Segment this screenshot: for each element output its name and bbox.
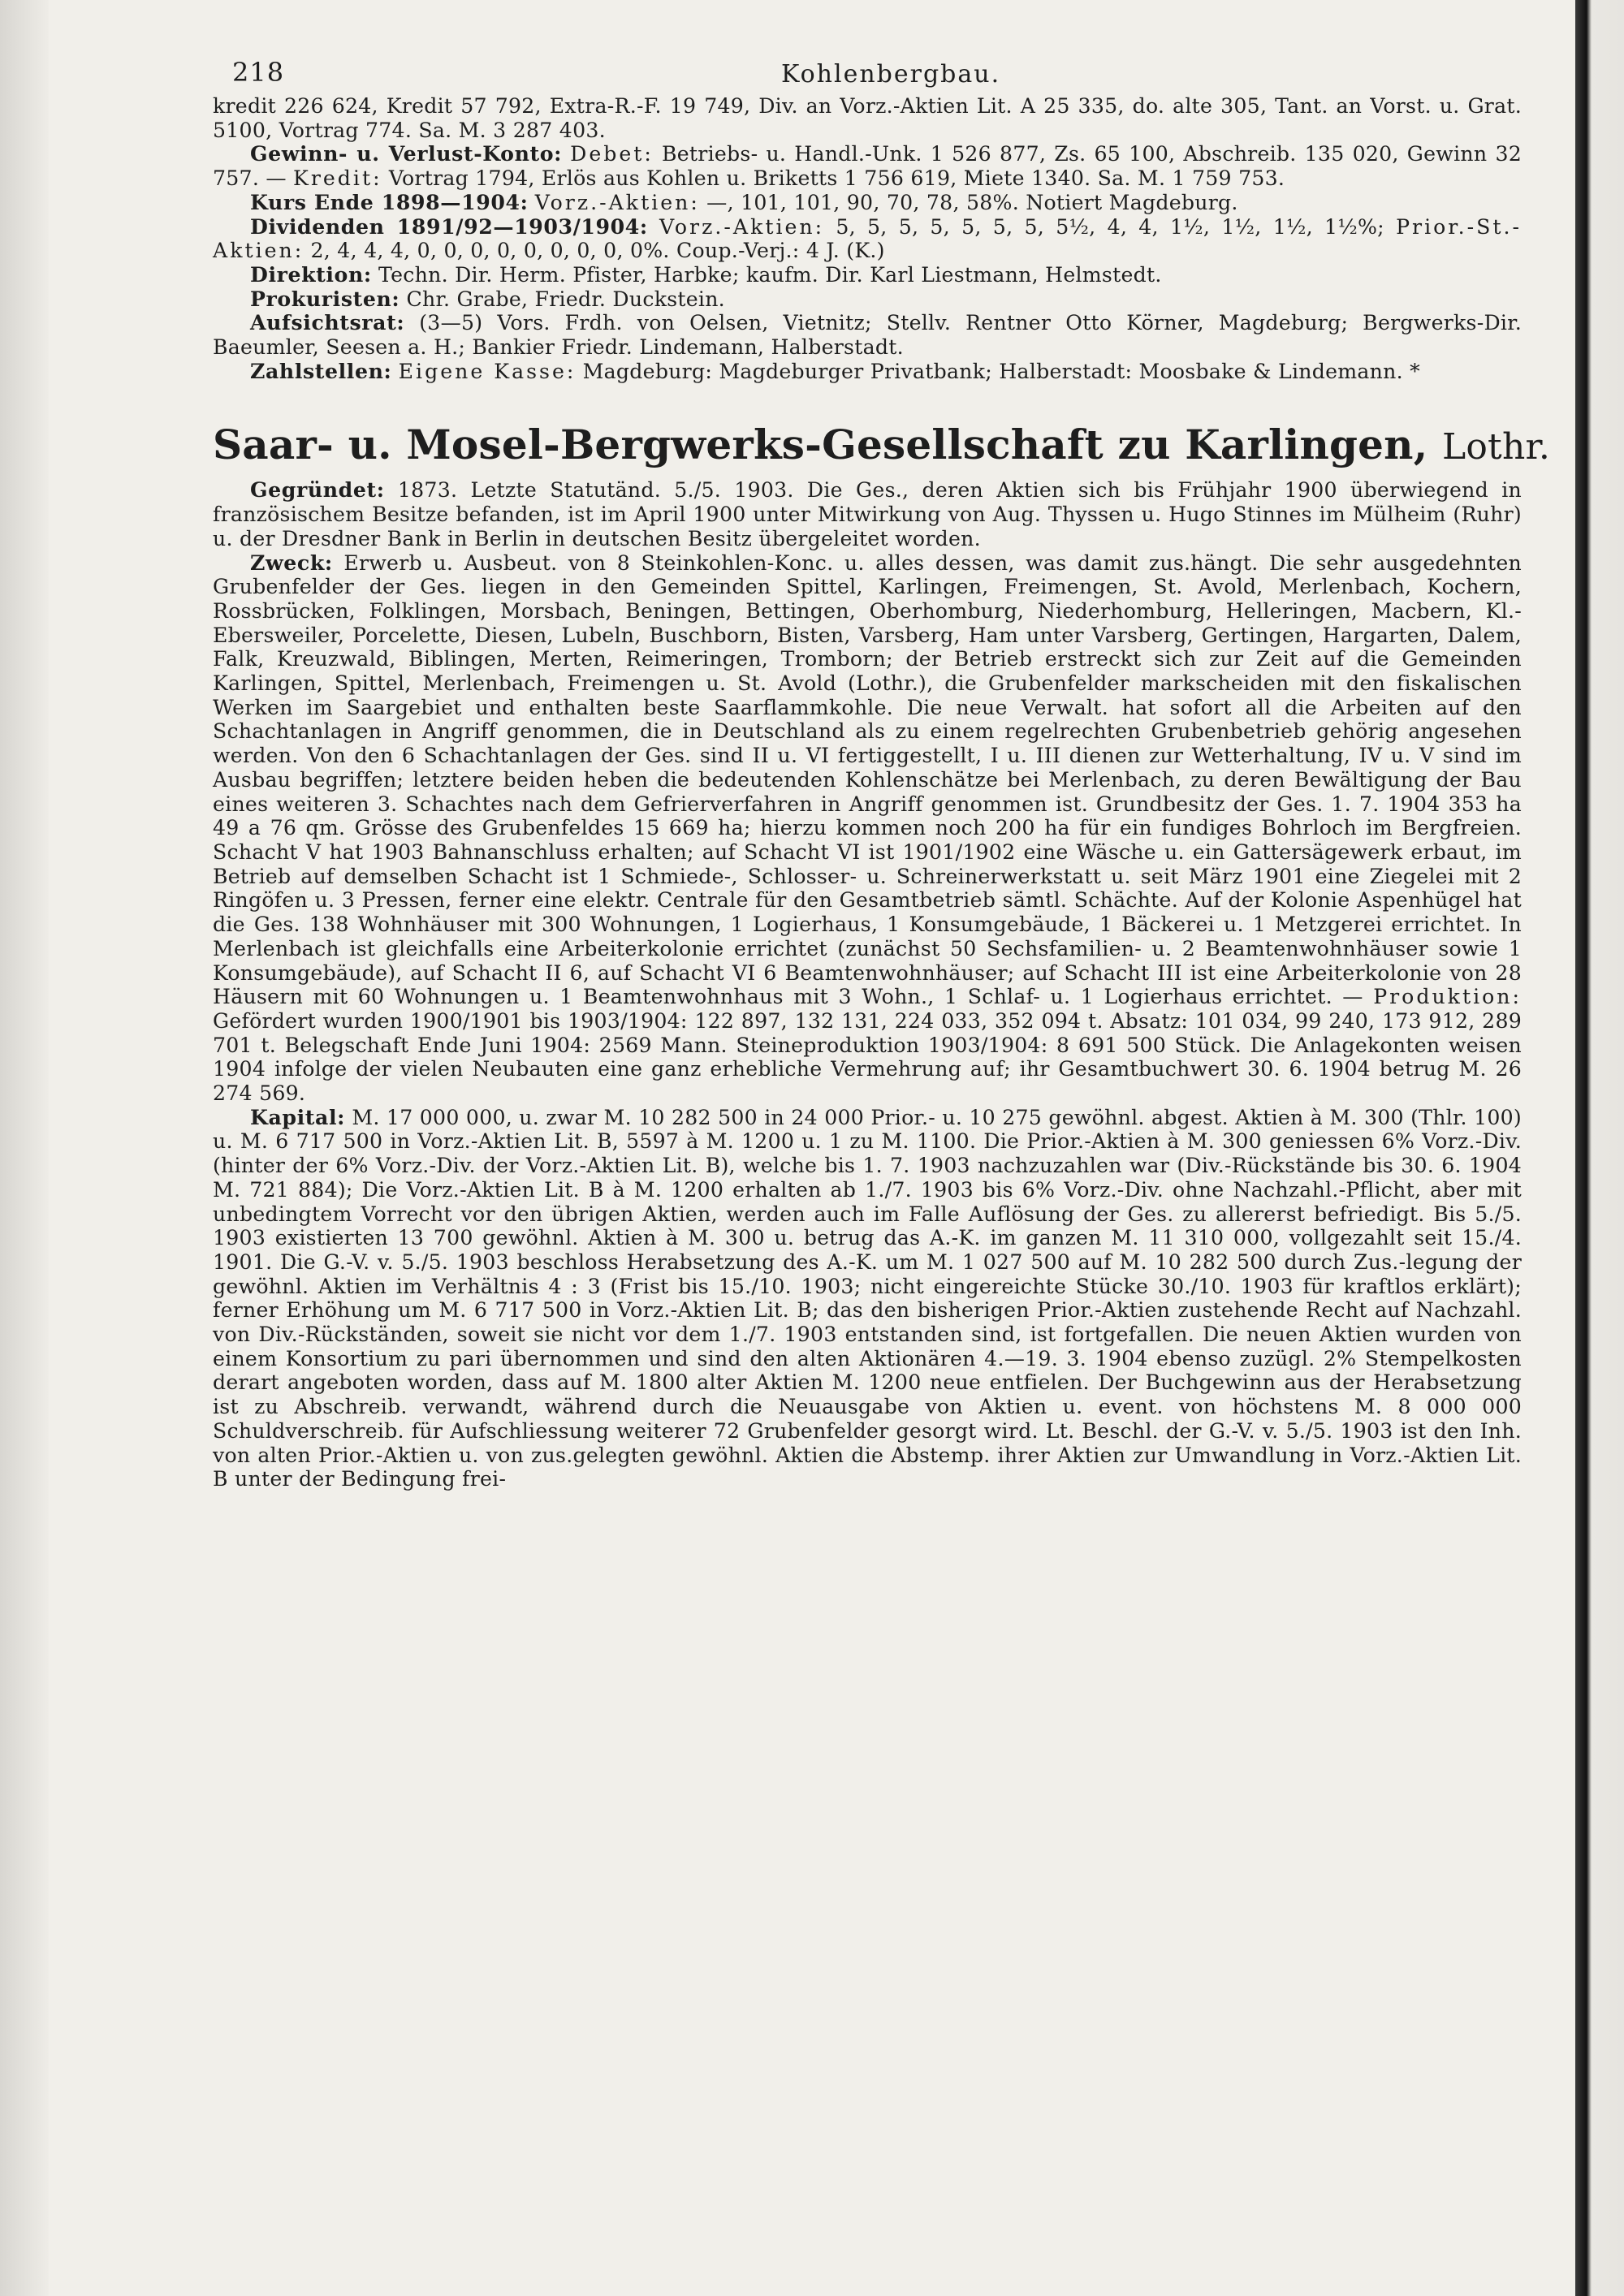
div-text-2: 2, 4, 4, 4, 0, 0, 0, 0, 0, 0, 0, 0, 0%. — [310, 239, 670, 263]
previous-entry — [213, 94, 1522, 383]
aufsichtsrat-text: (3—5) Vors. Frdh. von Oelsen, Vietnitz; Stellv. Rentner Otto Körner, Magdeburg; Bergwerks-Dir. Baeumler, Seesen a. H.; Bankier Friedr. Lindemann, Halberstadt. — [213, 311, 1522, 360]
div-text-1: 5, 5, 5, 5, 5, 5, 5, 5½, 4, 4, 1½, 1½, 1½, 1½%; — [836, 214, 1384, 239]
gegruendet-label: Gegründet: — [250, 477, 385, 503]
guv-label: Gewinn- u. Verlust-Konto: — [250, 141, 563, 166]
kapital-text: M. 17 000 000, u. zwar M. 10 282 500 in 24 000 Prior.- u. 10 275 gewöhnl. abgest. Aktien à M. 300 (Thlr. 100) u. M. 6 717 500 in Vorz.-Aktien Lit. B, 5597 à M. 1200 u. 1 zu M. 1100. Die Prior.-Aktien à M. 300 geniessen 6% Vorz.-Div. (hinter der 6% Vorz.-Div. der Vorz.-Aktien Lit. B), welche bis 1. 7. 1903 nachzuzahlen war (Div.-Rückstände bis 30. 6. 1904 M. 721 884); Die Vorz.-Aktien Lit. B à M. 1200 erhalten ab 1./7. 1903 bis 6% Vorz.-Div. ohne Nachzahl.-Pflicht, aber mit unbedingtem Vorrecht vor den übrigen Aktien, werden auch im Falle Auflösung der Ges. zu allererst befriedigt. Bis 5./5. 1903 existierten 13 700 gewöhnl. Aktien à M. 300 u. betrug das A.-K. im ganzen M. 11 310 000, vollgezahlt seit 15./4. 1901. Die G.-V. v. 5./5. 1903 beschloss Herabsetzung des A.-K. um M. 1 027 500 auf M. 10 282 500 durch Zus.-legung der gewöhnl. Aktien im Verhältnis 4 : 3 (Frist bis 15./10. 1903; nicht eingereichte Stücke 30./10. 1903 für kraftlos erklärt); ferner Erhöhung um M. 6 717 500 in Vorz.-Aktien Lit. B; das den bisherigen Prior.-Aktien zustehende Recht auf Nachzahl. von Div.-Rückständen, soweit sie nicht vor dem 1./7. 1903 entstanden sind, ist fortgefallen. Die neuen Aktien wurden von einem Konsortium zu pari übernommen und sind den alten Aktionären 4.—19. 3. 1904 ebenso zuzügl. 2% Stempelkosten derart angeboten worden, dass auf M. 1800 alter Aktien M. 1200 neue entfielen. Der Buchgewinn aus der Herabsetzung ist zu Abschreib. verwandt, während durch die Neuausgabe von Aktien u. event. von höchstens M. 8 000 000 Schuldverschreib. für Aufschliessung weiterer 72 Grubenfelder gesorgt wird. Lt. Beschl. der G.-V. v. 5./5. 1903 ist den Inh. von alten Prior.-Aktien u. von zus.gelegten gewöhnl. Aktien die Abstemp. ihrer Aktien zur Umwandlung in Vorz.-Aktien Lit. B unter der Bedingung frei- — [213, 1105, 1522, 1491]
prokuristen-label: Prokuristen: — [250, 286, 400, 311]
page-edge-shadow — [1575, 0, 1624, 2296]
kurs-spaced: Vorz.-Aktien: — [534, 190, 700, 214]
direktion-paragraph — [213, 263, 1522, 287]
company-title — [213, 421, 1551, 472]
div-spaced-1: Vorz.-Aktien: — [659, 214, 825, 239]
end-mark: * — [1410, 359, 1420, 383]
page-gutter — [0, 0, 49, 2296]
debet-text: Betriebs- u. Handl.-Unk. 1 526 877, Zs. 65 100, Abschreib. 135 020, Gewinn 32 757. — — [213, 142, 1522, 191]
zahlstellen-text: Magdeburg: Magdeburger Privatbank; Halberstadt: Moosbake & Lindemann. — [582, 359, 1403, 383]
div-text-3: 4 J. (K.) — [806, 239, 885, 263]
aufsichtsrat-label: Aufsichtsrat: — [250, 310, 405, 335]
zweck-paragraph — [213, 551, 1522, 1106]
gegruendet-paragraph — [213, 478, 1522, 550]
company-location: Lothr. — [1441, 426, 1551, 468]
kredit-label: Kredit: — [293, 166, 382, 191]
guv-paragraph — [213, 142, 1522, 190]
zweck-label: Zweck: — [250, 550, 333, 575]
company-entry — [213, 478, 1522, 1491]
zahlstellen-spaced: Eigene Kasse: — [398, 359, 577, 383]
zweck-text: Erwerb u. Ausbeut. von 8 Steinkohlen-Konc. u. alles dessen, was damit zus.hängt. Die sehr ausgedehnten Grubenfelder der Ges. liegen in den Gemeinden Spittel, Karlingen, Freimengen, St. Avold, Merlenbach, Kochern, Rossbrücken, Folklingen, Morsbach, Beningen, Bettingen, Oberhomburg, Niederhomburg, Helleringen, Macbern, Kl.-Ebersweiler, Porcelette, Diesen, Lubeln, Buschborn, Bisten, Varsberg, Ham unter Varsberg, Gertingen, Hargarten, Dalem, Falk, Kreuzwald, Biblingen, Merten, Reimeringen, Tromborn; der Betrieb erstreckt sich zur Zeit auf die Gemeinden Karlingen, Spittel, Merlenbach, Freimengen u. St. Avold (Lothr.), die Grubenfelder markscheiden mit den fiskalischen Werken im Saargebiet und enthalten beste Saarflammkohle. Die neue Verwalt. hat sofort all die Arbeiten auf den Schachtanlagen in Angriff genommen, die in Deutschland als zu einem regelrechten Grubenbetrieb gehörig angesehen werden. Von den 6 Schachtanlagen der Ges. sind II u. VI fertiggestellt, I u. III dienen zur Wetterhaltung, IV u. V sind im Ausbau begriffen; letztere beiden heben die bedeutenden Kohlenschätze bei Merlenbach, zu deren Bewältigung der Bau eines weiteren 3. Schachtes nach dem Gefrierverfahren in Angriff genommen ist. Grundbesitz der Ges. 1. 7. 1904 353 ha 49 a 76 qm. Grösse des Grubenfeldes 15 669 ha; hierzu kommen noch 200 ha für ein fundiges Bohrloch im Bergfreien. Schacht V hat 1903 Bahnanschluss erhalten; auf Schacht VI ist 1901/1902 eine Wäsche u. ein Gattersägewerk erbaut, im Betrieb auf demselben Schacht ist 1 Schmiede-, Schlosser- u. Schreinerwerkstatt u. seit März 1901 eine Ziegelei mit 2 Ringöfen u. 3 Pressen, ferner eine elektr. Centrale für den Gesamtbetrieb sämtl. Schächte. Auf der Kolonie Aspenhügel hat die Ges. 138 Wohnhäuser mit 300 Wohnungen, 1 Logierhaus, 1 Konsumgebäude, 1 Bäckerei u. 1 Metzgerei errichtet. In Merlenbach ist gleichfalls eine Arbeiterkolonie errichtet (zunächst 50 Sechsfamilien- u. 2 Beamtenwohnhäuser sowie 1 Konsumgebäude), auf Schacht II 6, auf Schacht VI 6 Beamtenwohnhäuser; auf Schacht III ist eine Arbeiterkolonie von 28 Häusern mit 60 Wohnungen u. 1 Beamtenwohnhaus mit 3 Wohn., 1 Schlaf- u. 1 Logierhaus errichtet. — — [213, 550, 1522, 1009]
company-name: Saar- u. Mosel-Bergwerks-Gesellschaft zu Karlingen, — [213, 421, 1428, 469]
kapital-label: Kapital: — [250, 1104, 346, 1129]
div-spaced-2: Prior.-St.-Aktien: — [213, 214, 1522, 263]
kredit-text: Vortrag 1794, Erlös aus Kohlen u. Briketts 1 756 619, Miete 1340. Sa. M. 1 759 753. — [388, 166, 1285, 191]
div-spaced-3: Coup.-Verj.: — [676, 239, 800, 263]
produktion-text: Gefördert wurden 1900/1901 bis 1903/1904: 122 897, 132 131, 224 033, 352 094 t. Absatz: 101 034, 99 240, 173 912, 289 701 t. Belegschaft Ende Juni 1904: 2569 Mann. Steineproduktion 1903/1904: 8 691 500 Stück. Die Anlagekonten weisen 1904 infolge der vielen Neubauten eine ganz erhebliche Vermehrung auf; ihr Gesamtbuchwert 30. 6. 1904 betrug M. 26 274 569. — [213, 1008, 1522, 1106]
kurs-label: Kurs Ende 1898—1904: — [250, 189, 529, 214]
prokuristen-text: Chr. Grabe, Friedr. Duckstein. — [406, 287, 725, 311]
kurs-paragraph — [213, 191, 1522, 215]
prev-intro: kredit 226 624, Kredit 57 792, Extra-R.-F. 19 749, Div. an Vorz.-Aktien Lit. A 25 335, do. alte 305, Tant. an Vorst. u. Grat. 5100, Vortrag 774. Sa. M. 3 287 403. — [213, 94, 1522, 142]
zahlstellen-paragraph — [213, 360, 1522, 384]
dividenden-paragraph — [213, 215, 1522, 263]
prokuristen-paragraph — [213, 287, 1522, 312]
page-content — [213, 42, 1551, 1491]
page-header — [213, 42, 1522, 94]
kapital-paragraph — [213, 1106, 1522, 1491]
direktion-text: Techn. Dir. Herm. Pfister, Harbke; kaufm. Dir. Karl Liestmann, Helmstedt. — [378, 262, 1162, 287]
kurs-text: —, 101, 101, 90, 70, 78, 58%. Notiert Magdeburg. — [706, 190, 1238, 214]
aufsichtsrat-paragraph — [213, 311, 1522, 359]
debet-label: Debet: — [570, 142, 654, 166]
direktion-label: Direktion: — [250, 261, 372, 287]
running-title: Kohlenbergbau. — [781, 60, 1001, 88]
page-number: 218 — [232, 57, 285, 88]
gegruendet-text: 1873. Letzte Statutänd. 5./5. 1903. Die Ges., deren Aktien sich bis Frühjahr 1900 überwiegend in französischem Besitze befanden, ist im April 1900 unter Mitwirkung von Aug. Thyssen u. Hugo Stinnes im Mülheim (Ruhr) u. der Dresdner Bank in Berlin in deutschen Besitz übergeleitet worden. — [213, 478, 1522, 550]
dividenden-label: Dividenden 1891/92—1903/1904: — [250, 214, 648, 239]
zahlstellen-label: Zahlstellen: — [250, 358, 392, 383]
produktion-spaced: Produktion: — [1373, 985, 1522, 1009]
